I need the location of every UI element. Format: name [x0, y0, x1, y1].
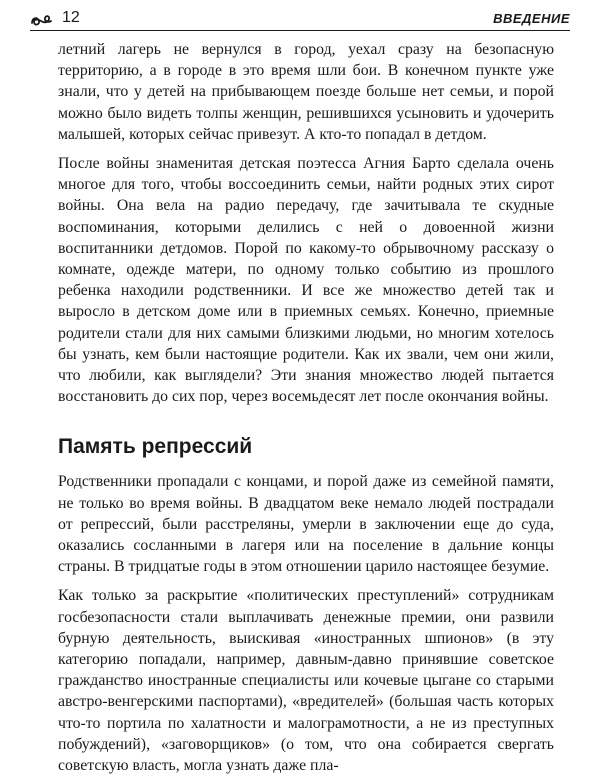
paragraph: Как только за раскрытие «политических преступлений» сотрудникам госбезопасности стали выплачивать денежные премии, они развили бурную деятельность, выискивая «иностранных шпионов» (в эту категорию попадали, например, давным-давно принявшие советское гражданство иностранные специалисты или кочевые цыгане со старыми австро-венгерскими паспортами), «вредителей» (большая часть которых что-то портила по халатности и малограмотности, а не из преступных побуждений), «заговорщиков» (о том, что она собирается свергать советскую власть, могла узнать даже пла- — [58, 587, 554, 775]
header-rule — [30, 30, 570, 31]
paragraph: Родственники пропадали с концами, и порой даже из семейной памяти, не только во время войны. В двадцатом веке немало людей пострадали от репрессий, были расстреляны, умерли в заключении еще до суда, оказались сосланными в лагеря или на поселение в дальние концы страны. В тридцатые годы в этом отношении царило настоящее безумие. — [58, 473, 554, 576]
paragraph: После войны знаменитая детская поэтесса Агния Барто сделала очень многое для того, чтобы воссоединить семьи, найти родных этих сирот войны. Она вела на радио передачу, где зачитывала те скудные воспоминания, которыми делились с ней о довоенной жизни воспитанники детдомов. Порой по какому-то обрывочному рассказу о комнате, одежде матери, по одному только событию из прошлого ребенка находили родственники. И все же множество детей так и выросло в детском доме или в приемных семьях. Конечно, приемные родители стали для них самыми близкими людьми, но многим хотелось бы узнать, кем были настоящие родители. Как их звали, чем они жили, что любили, как выглядели? Эти знания множество людей пытается восстановить до сих пор, через восемьдесят лет после окончания войны. — [58, 155, 554, 406]
ornament-icon — [30, 12, 52, 28]
page-number: 12 — [62, 9, 80, 26]
section-title: ВВЕДЕНИЕ — [493, 11, 570, 26]
section-heading: Память репрессий — [58, 435, 253, 459]
body-text — [58, 39, 554, 784]
paragraph: летний лагерь не вернулся в город, уехал сразу на безопасную территорию, а в городе в это время шли бои. В конечном пункте уже знали, что у детей на прибывающем поезде больше нет семьи, и порой можно было видеть толпы женщин, решившихся усыновить и удочерить малышей, которых сейчас привезут. А кто-то попадал в детдом. — [58, 41, 554, 143]
running-header — [30, 8, 570, 32]
